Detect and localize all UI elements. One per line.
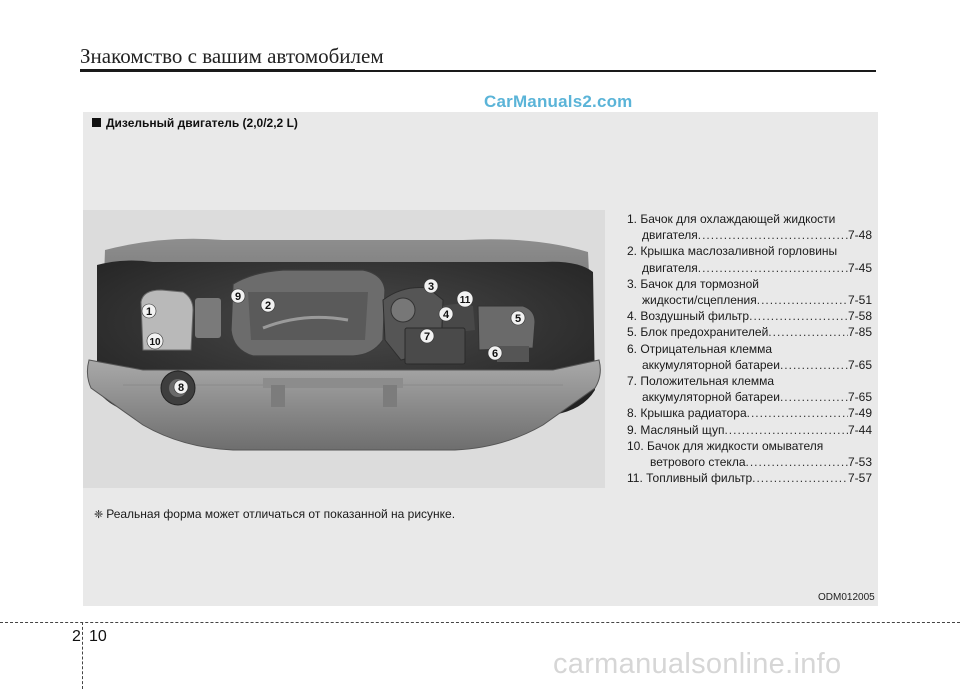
- leader-dots: [746, 454, 848, 470]
- battery: [405, 328, 465, 364]
- legend-item: [627, 276, 872, 308]
- callout-2: 2: [264, 300, 272, 312]
- legend-item-page-ref: 7-57: [847, 471, 872, 486]
- footer-vertical-divider: [82, 622, 83, 689]
- legend-item: [627, 438, 872, 470]
- section-title-text: Дизельный двигатель (2,0/2,2 L): [106, 116, 298, 130]
- legend-item-label: 6. Отрицательная клемма: [627, 341, 773, 356]
- leader-dots: [780, 389, 848, 405]
- legend-item-label: 3. Бачок для тормозной: [627, 276, 759, 291]
- leader-dots: [780, 357, 848, 373]
- legend-item-page-ref: 7-44: [847, 422, 872, 437]
- leader-dots: [757, 292, 848, 308]
- leader-dots: [747, 405, 848, 421]
- page-number: 10: [89, 628, 107, 645]
- callout-8: 8: [177, 382, 185, 394]
- callout-11: 11: [459, 295, 471, 306]
- header-rule-thick: [80, 69, 355, 72]
- note-text: Реальная форма может отличаться от показанной на рисунке.: [106, 507, 456, 521]
- legend-item-label: 7. Положительная клемма: [627, 374, 775, 389]
- legend-item: [627, 211, 872, 243]
- note-symbol-icon: ❈: [94, 509, 104, 521]
- legend-item: [627, 308, 872, 324]
- leader-dots: [752, 470, 848, 486]
- callout-10: 10: [149, 337, 161, 348]
- legend-item-page-ref: 7-48: [847, 228, 872, 243]
- page-header-title: Знакомство с вашим автомобилем: [80, 44, 384, 68]
- callout-3: 3: [427, 281, 435, 293]
- legend-item-page-ref: 7-65: [847, 357, 872, 372]
- legend-item-sublabel: аккумуляторной батареи: [642, 390, 780, 405]
- legend-item-page-ref: 7-45: [847, 260, 872, 275]
- legend-item-label: 2. Крышка маслозаливной горловины: [627, 244, 838, 259]
- chapter-number: 2: [72, 628, 81, 645]
- section-title: [92, 116, 298, 130]
- legend-item: [627, 324, 872, 340]
- legend-item-sublabel: аккумуляторной батареи: [642, 357, 780, 372]
- leader-dots: [749, 308, 848, 324]
- callout-4: 4: [442, 309, 450, 321]
- legend-item-label: 5. Блок предохранителей: [627, 325, 769, 340]
- watermark-top[interactable]: CarManuals2.com: [484, 92, 633, 111]
- legend-item-sublabel: двигателя: [642, 228, 698, 243]
- legend-item-label: 1. Бачок для охлаждающей жидкости: [627, 212, 836, 226]
- component-legend: [627, 211, 872, 486]
- leader-dots: [698, 260, 848, 276]
- callout-1: 1: [145, 306, 153, 318]
- watermark-bottom[interactable]: carmanualsonline.info: [553, 648, 842, 680]
- washer-reservoir: [195, 298, 221, 338]
- callout-9: 9: [234, 291, 242, 303]
- legend-item: [627, 405, 872, 421]
- legend-item: [627, 470, 872, 486]
- engine-bay-illustration: [83, 210, 605, 488]
- callout-7: 7: [423, 331, 431, 343]
- legend-item-sublabel: ветрового стекла: [650, 455, 746, 470]
- fuse-box: [478, 306, 535, 350]
- legend-item-label: 11. Топливный фильтр: [627, 471, 753, 486]
- legend-item-page-ref: 7-49: [847, 406, 872, 421]
- legend-item: [627, 422, 872, 438]
- figure-code: ODM012005: [818, 592, 875, 603]
- legend-item: [627, 243, 872, 275]
- leader-dots: [724, 422, 848, 438]
- footer-divider: [0, 622, 960, 623]
- legend-item-label: 4. Воздушный фильтр: [627, 309, 750, 324]
- legend-item-page-ref: 7-58: [847, 309, 872, 324]
- legend-item-page-ref: 7-65: [847, 390, 872, 405]
- legend-item: [627, 373, 872, 405]
- legend-item-label: 8. Крышка радиатора: [627, 406, 747, 421]
- legend-item-label: 10. Бачок для жидкости омывателя: [627, 438, 824, 453]
- illustration-note: [94, 507, 455, 521]
- legend-item: [627, 341, 872, 373]
- legend-item-sublabel: жидкости/сцепления: [642, 293, 757, 308]
- leader-dots: [698, 227, 848, 243]
- square-bullet-icon: [92, 118, 101, 127]
- callout-5: 5: [514, 313, 522, 325]
- legend-item-page-ref: 7-51: [847, 293, 872, 308]
- callout-6: 6: [491, 348, 499, 360]
- leader-dots: [768, 324, 848, 340]
- legend-item-page-ref: 7-53: [847, 455, 872, 470]
- legend-item-page-ref: 7-85: [847, 325, 872, 340]
- header-rule-thin: [355, 70, 876, 72]
- legend-item-sublabel: двигателя: [642, 260, 698, 275]
- legend-item-label: 9. Масляный щуп: [627, 422, 725, 437]
